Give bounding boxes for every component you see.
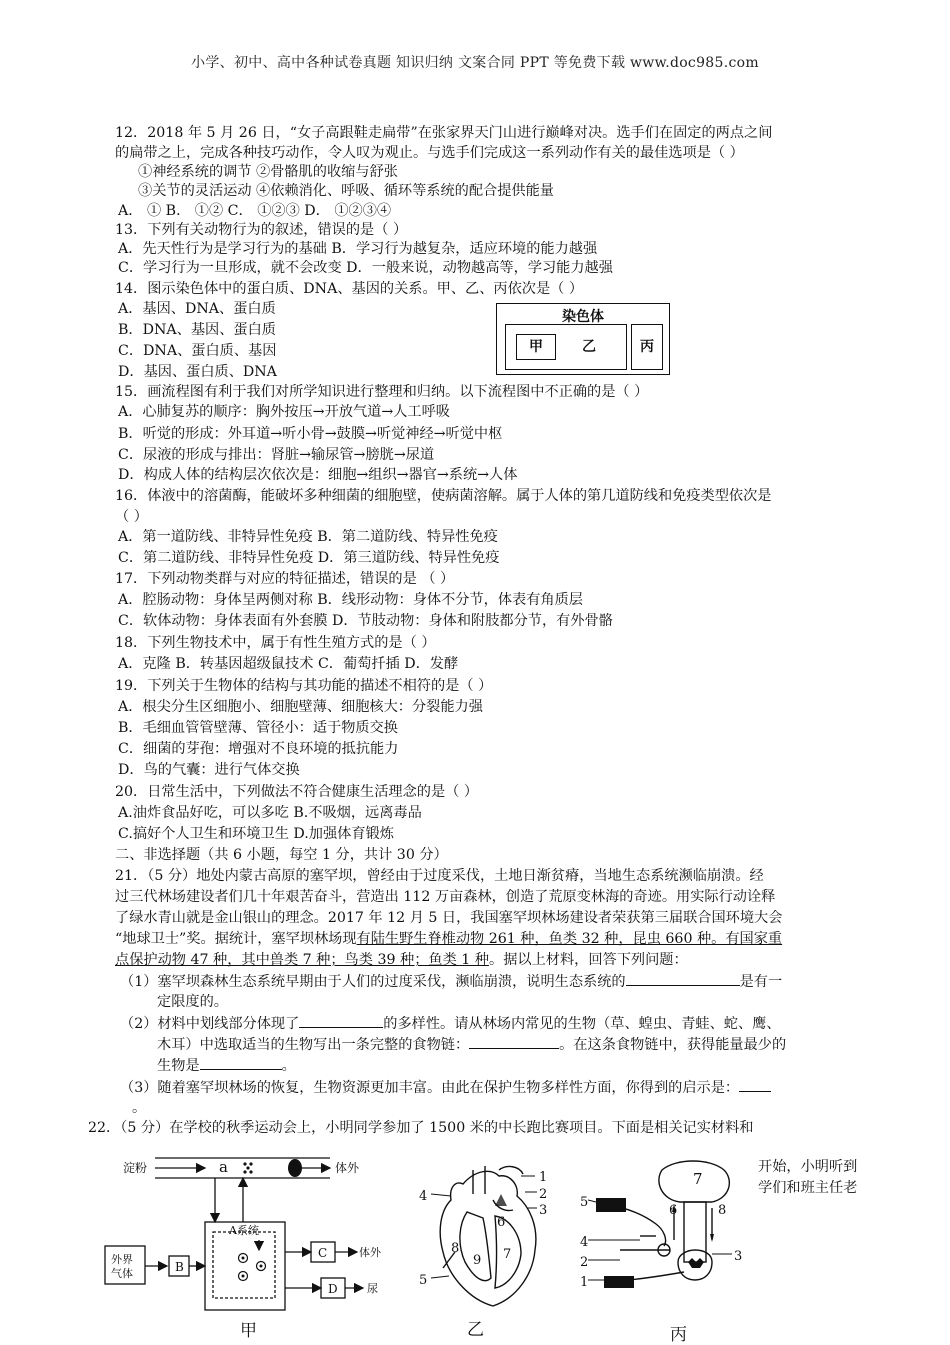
q15-answer-b: B．听觉的形成：外耳道→听小骨→鼓膜→听觉神经→听觉中枢 <box>118 426 503 442</box>
q21-part2-text: （2）材料中划线部分体现了 <box>120 1016 300 1032</box>
q17-answers-cd: C．软体动物：身体表面有外套膜 D．节肢动物：身体和附肢都分节，有外骨骼 <box>118 613 613 629</box>
reflex-arc-diagram <box>580 1150 760 1320</box>
q16-answers-ab: A．第一道防线、非特异性免疫 B．第二道防线、特异性免疫 <box>118 529 498 545</box>
box-dna <box>505 324 627 370</box>
q13-stem: 13．下列有关动物行为的叙述，错误的是（ ） <box>115 222 408 238</box>
q16-answers-cd: C．第二道防线、非特异性免疫 D．第三道防线、特异性免疫 <box>118 550 500 566</box>
q22-stem: 22．（5 分）在学校的秋季运动会上，小明同学参加了 1500 米的中长跑比赛项目。下面是相关记实材料和 <box>88 1120 754 1136</box>
section-2-heading: 二、非选择题（共 6 小题，每空 1 分，共计 30 分） <box>115 847 448 863</box>
label-b: B <box>175 1260 184 1274</box>
reflex-label-5: 5 <box>580 1195 589 1210</box>
q18-answers: A．克隆 B．转基因超级鼠技术 C．葡萄扦插 D．发酵 <box>118 656 459 672</box>
q21-part2-cont <box>157 1034 786 1054</box>
q17-stem: 17．下列动物类群与对应的特征描述，错误的是 （ ） <box>115 571 455 587</box>
q21-part2 <box>120 1013 781 1033</box>
q21-blank1[interactable] <box>626 971 740 986</box>
label-c: C <box>318 1246 328 1260</box>
q22-right-text1: 开始，小明听到 <box>758 1159 858 1175</box>
q21-part1-text: （1）塞罕坝森林生态系统早期由于人们的过度采伐，濒临崩溃，说明生态系统的 <box>120 974 626 990</box>
q21-line2: 过三代林场建设者们几十年艰苦奋斗，营造出 112 万亩森林，创造了荒原变林海的奇迹。用实际行动诠释 <box>115 889 776 905</box>
q12-line1: 12．2018 年 5 月 26 日，“女子高跟鞋走扁带”在张家界天门山进行巅峰对决。选手们在固定的两点之间 <box>115 125 773 141</box>
q14-answer-a: A．基因、DNA、蛋白质 <box>118 301 276 317</box>
q21-blank2[interactable] <box>299 1013 383 1028</box>
q21-blank5[interactable] <box>739 1077 771 1092</box>
q21-part1-cont: 定限度的。 <box>157 994 228 1010</box>
q18-stem: 18．下列生物技术中，属于有性生殖方式的是（ ） <box>115 635 436 651</box>
q15-answer-d: D．构成人体的结构层次依次是：细胞→组织→器官→系统→人体 <box>118 467 518 483</box>
reflex-label-1: 1 <box>580 1275 589 1290</box>
label-out-top: 体外 <box>335 1161 360 1175</box>
q16-stem: 16．体液中的溶菌酶，能破坏多种细菌的细胞壁，使病菌溶解。属于人体的第几道防线和免疫类型依次是 <box>115 488 772 504</box>
site-header: 小学、初中、高中各种试卷真题 知识归纳 文案合同 PPT 等免费下载 www.doc985.com <box>191 55 759 71</box>
label-air-1: 外界 <box>111 1253 133 1266</box>
q17-answers-ab: A．腔肠动物：身体呈两侧对称 B．线形动物：身体不分节，体表有角质层 <box>118 592 583 608</box>
q12-answers: A． ① B． ①② C． ①②③ D． ①②③④ <box>118 203 392 219</box>
q14-answer-c: C．DNA、蛋白质、基因 <box>118 343 277 359</box>
q19-answer-d: D．鸟的气囊：进行气体交换 <box>118 762 300 778</box>
label-d: D <box>328 1282 338 1296</box>
q21-part2-foodchain: 木耳）中选取适当的生物写出一条完整的食物链： <box>157 1037 470 1053</box>
chromosome-diagram <box>496 303 670 375</box>
q15-answer-a: A．心肺复苏的顺序：胸外按压→开放气道→人工呼吸 <box>118 404 450 420</box>
q15-answer-c: C．尿液的形成与排出：肾脏→输尿管→膀胱→尿道 <box>118 447 435 463</box>
reflex-label-3: 3 <box>734 1249 743 1264</box>
q21-line5 <box>115 950 688 970</box>
chromosome-title: 染色体 <box>562 309 604 325</box>
q21-part3-text: （3）随着塞罕坝林场的恢复，生物资源更加丰富。由此在保护生物多样性方面，你得到的启示是： <box>120 1080 740 1096</box>
heart-diagram <box>415 1160 565 1310</box>
q12-line2: 的扁带之上，完成各种技巧动作，令人叹为观止。与选手们完成这一系列动作有关的最佳选项是（ ） <box>115 145 744 161</box>
q16-paren: （ ） <box>115 509 148 525</box>
box-bing: 丙 <box>631 324 663 370</box>
reflex-label-8: 8 <box>718 1203 727 1218</box>
heart-label-4: 4 <box>419 1189 428 1204</box>
reflex-label-2: 2 <box>580 1255 589 1270</box>
q21-part1 <box>120 971 782 991</box>
q21-part2-organism: 生物是 <box>157 1058 200 1074</box>
q15-stem: 15．画流程图有利于我们对所学知识进行整理和归纳。以下流程图中不正确的是（ ） <box>115 384 649 400</box>
q21-part3 <box>120 1077 771 1097</box>
heart-label-2: 2 <box>539 1187 548 1202</box>
q20-answers-cd: C.搞好个人卫生和环境卫生 D.加强体育锻炼 <box>118 826 394 842</box>
q21-line4-text: “地球卫士”奖。据统计，塞罕坝林场现 <box>115 931 357 947</box>
q19-stem: 19．下列关于生物体的结构与其功能的描述不相符的是（ ） <box>115 678 493 694</box>
label-air-2: 气体 <box>111 1267 133 1280</box>
label-yi: 乙 <box>582 339 596 355</box>
q19-answer-c: C．细菌的芽孢：增强对不良环境的抵抗能力 <box>118 741 399 757</box>
heart-label-1: 1 <box>539 1170 548 1185</box>
label-urine: 尿 <box>367 1282 378 1295</box>
q14-answer-b: B．DNA、基因、蛋白质 <box>118 322 276 338</box>
digestion-system-diagram <box>95 1150 395 1315</box>
q22-right-text2: 学们和班主任老 <box>758 1180 858 1196</box>
heart-label-5: 5 <box>419 1273 428 1288</box>
q21-part3-end: 。 <box>132 1100 147 1116</box>
q19-answer-b: B．毛细血管管壁薄、管径小：适于物质交换 <box>118 720 398 736</box>
figure-yi-label: 乙 <box>467 1320 484 1340</box>
q21-blank3[interactable] <box>469 1034 559 1049</box>
q12-option-line2: ③关节的灵活运动 ④依赖消化、呼吸、循环等系统的配合提供能量 <box>138 183 554 199</box>
q21-part2-period: 。 <box>281 1058 296 1074</box>
q12-option-line1: ①神经系统的调节 ②骨骼肌的收缩与舒张 <box>138 164 398 180</box>
label-out-c: 体外 <box>359 1246 381 1259</box>
q21-line1: 21．（5 分）地处内蒙古高原的塞罕坝，曾经由于过度采伐，土地日渐贫瘠，当地生态系统濒临崩溃。经 <box>115 868 764 884</box>
q21-part2-tail: 的多样性。请从林场内常见的生物（草、蝗虫、青蛙、蛇、鹰、 <box>383 1016 781 1032</box>
q19-answer-a: A．根尖分生区细胞小、细胞壁薄、细胞核大：分裂能力强 <box>118 699 483 715</box>
q21-part1-tail: 是有一 <box>739 974 783 990</box>
box-jia: 甲 <box>516 334 556 360</box>
q21-underlined-part2: 点保护动物 47 种，其中兽类 7 种；鸟类 39 种；鱼类 1 种 <box>115 952 489 968</box>
q21-part2-energy: 。在这条食物链中，获得能量最少的 <box>559 1037 787 1053</box>
reflex-label-7: 7 <box>693 1170 703 1188</box>
reflex-label-6: 6 <box>669 1203 678 1218</box>
q21-line3: 了绿水青山就是金山银山的理念。2017 年 12 月 5 日，我国塞罕坝林场建设者荣获第三届联合国环境大会 <box>115 910 783 926</box>
q21-line5-tail: 。据以上材料，回答下列问题： <box>489 952 688 968</box>
q21-underlined-part1: 有陆生野生脊椎动物 261 种，鱼类 32 种，昆虫 660 种。有国家重 <box>356 931 783 947</box>
reflex-label-4: 4 <box>580 1235 589 1250</box>
figure-bing-label: 丙 <box>670 1325 687 1345</box>
q13-answers-ab: A．先天性行为是学习行为的基础 B．学习行为越复杂，适应环境的能力越强 <box>118 241 598 257</box>
figure-jia-label: 甲 <box>240 1321 257 1341</box>
q20-answers-ab: A.油炸食品好吃，可以多吃 B.不吸烟，远离毒品 <box>118 805 422 821</box>
label-starch: 淀粉 <box>123 1161 148 1175</box>
q14-answer-d: D．基因、蛋白质、DNA <box>118 364 277 380</box>
q21-line4 <box>115 929 782 949</box>
heart-label-7: 7 <box>503 1247 512 1262</box>
heart-label-8: 8 <box>451 1241 460 1256</box>
q13-answers-cd: C．学习行为一旦形成，就不会改变 D．一般来说，动物越高等，学习能力越强 <box>118 260 613 276</box>
q21-part2-last <box>157 1055 296 1075</box>
heart-label-6: 6 <box>497 1215 506 1230</box>
heart-label-9: 9 <box>473 1253 482 1268</box>
q14-stem: 14．图示染色体中的蛋白质、DNA、基因的关系。甲、乙、丙依次是（ ） <box>115 281 584 297</box>
label-system-a: A系统 <box>229 1224 259 1237</box>
q21-blank4[interactable] <box>200 1055 282 1070</box>
label-a: a <box>219 1158 228 1176</box>
heart-label-3: 3 <box>539 1203 548 1218</box>
q20-stem: 20．日常生活中，下列做法不符合健康生活理念的是（ ） <box>115 784 479 800</box>
